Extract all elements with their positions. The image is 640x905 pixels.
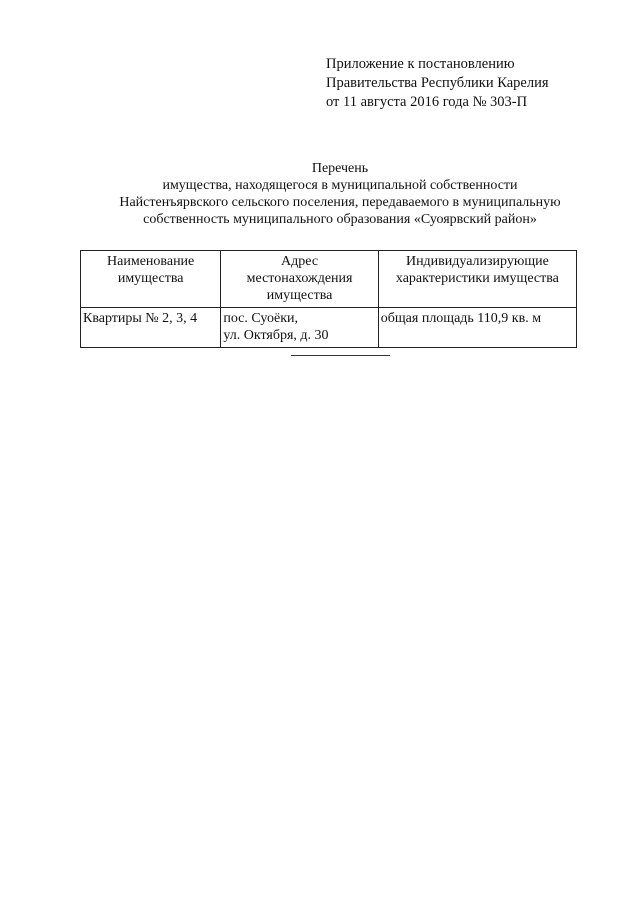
heading-line: Найстенъярвского сельского поселения, передаваемого в муниципальную <box>119 195 561 210</box>
cell-text: пос. Суоёки, <box>223 311 299 326</box>
header-text: Наименование <box>107 254 195 269</box>
document-heading <box>60 160 620 228</box>
closing-divider <box>291 355 390 356</box>
header-characteristics <box>378 251 576 308</box>
header-text: Адрес <box>281 254 319 269</box>
header-address <box>221 251 378 308</box>
property-table <box>80 250 577 348</box>
cell-address <box>221 308 378 348</box>
header-text: характеристики имущества <box>395 271 559 286</box>
header-name <box>81 251 221 308</box>
cell-text: общая площадь 110,9 кв. м <box>380 311 542 326</box>
heading-line: собственность муниципального образования «Суоярвский район» <box>143 212 537 227</box>
document-title: Перечень <box>311 161 369 176</box>
cell-characteristics <box>378 308 576 348</box>
header-text: имущества <box>117 271 184 286</box>
appendix-line: Правительства Республики Карелия <box>326 75 549 91</box>
header-text: местонахождения <box>246 271 353 286</box>
header-text: Индивидуализирующие <box>405 254 549 269</box>
table-row <box>81 308 577 348</box>
cell-name <box>81 308 221 348</box>
cell-text: Квартиры № 2, 3, 4 <box>83 311 198 326</box>
appendix-line: Приложение к постановлению <box>326 56 515 72</box>
cell-text: ул. Октября, д. 30 <box>223 328 329 343</box>
table-header-row <box>81 251 577 308</box>
heading-line: имущества, находящегося в муниципальной собственности <box>162 178 518 193</box>
header-text: имущества <box>266 288 333 303</box>
appendix-note <box>326 55 549 112</box>
appendix-line: от 11 августа 2016 года № 303-П <box>326 94 528 110</box>
